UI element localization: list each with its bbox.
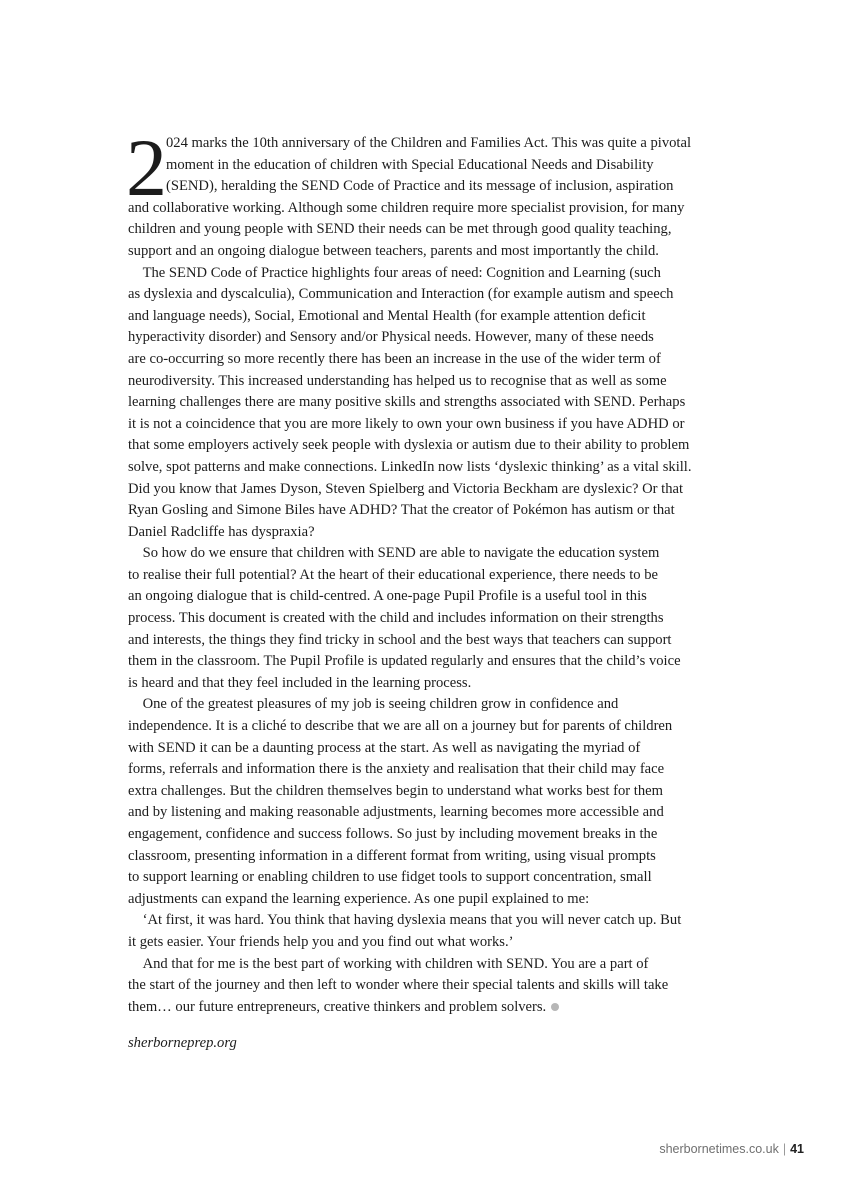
text-line: and by listening and making reasonable adjustments, learning becomes more accessible and [128, 804, 664, 821]
text-line: and interests, the things they find tricky in school and the best ways that teachers can support [128, 631, 672, 648]
text-line: classroom, presenting information in a different format from writing, using visual prompts [128, 847, 656, 864]
text-line: And that for me is the best part of working with children with SEND. You are a part of [128, 955, 649, 972]
text-line: children and young people with SEND their needs can be met through good quality teaching, [128, 221, 672, 238]
text-line: it is not a coincidence that you are more likely to own your own business if you have ADHD or [128, 415, 685, 432]
text-line: adjustments can expand the learning experience. As one pupil explained to me: [128, 890, 590, 907]
text-line: So how do we ensure that children with SEND are able to navigate the education system [128, 545, 660, 562]
text-line: independence. It is a cliché to describe that we are all on a journey but for parents of children [128, 718, 673, 735]
text-line: (SEND), heralding the SEND Code of Practice and its message of inclusion, aspiration [166, 178, 674, 195]
text-line: forms, referrals and information there is the anxiety and realisation that their child may face [128, 761, 665, 778]
text-line: learning challenges there are many positive skills and strengths associated with SEND. Perhaps [128, 394, 686, 411]
text-line: Ryan Gosling and Simone Biles have ADHD? That the creator of Pokémon has autism or that [128, 502, 675, 519]
text-line: 024 marks the 10th anniversary of the Children and Families Act. This was quite a pivotal [166, 135, 692, 151]
page-footer [659, 1142, 804, 1156]
text-line: is heard and that they feel included in the learning process. [128, 674, 472, 691]
text-line: neurodiversity. This increased understanding has helped us to recognise that as well as some [128, 372, 667, 389]
text-line: and language needs), Social, Emotional and Mental Health (for example attention deficit [128, 307, 646, 324]
page-number: 41 [790, 1142, 804, 1156]
text-line: Daniel Radcliffe has dyspraxia? [128, 523, 315, 540]
text-line: to realise their full potential? At the heart of their educational experience, there needs to be [128, 566, 659, 583]
text-line: The SEND Code of Practice highlights four areas of need: Cognition and Learning (such [128, 264, 661, 281]
website-link[interactable]: sherborneprep.org [128, 1035, 237, 1051]
text-line: them… our future entrepreneurs, creative thinkers and problem solvers. [128, 998, 547, 1015]
text-line: it gets easier. Your friends help you and you find out what works.’ [128, 933, 514, 950]
publication-url[interactable]: sherbornetimes.co.uk [659, 1142, 779, 1156]
drop-cap: 2 [126, 122, 167, 213]
text-line: an ongoing dialogue that is child-centred. A one-page Pupil Profile is a useful tool in this [128, 588, 647, 605]
text-line: as dyslexia and dyscalculia), Communication and Interaction (for example autism and speech [128, 286, 674, 303]
text-line: engagement, confidence and success follows. So just by including movement breaks in the [128, 826, 658, 842]
first-paragraph-lead [128, 133, 738, 198]
text-line: hyperactivity disorder) and Sensory and/or Physical needs. However, many of these needs [128, 329, 654, 346]
text-line: that some employers actively seek people with dyslexia or autism due to their ability to problem [128, 437, 690, 454]
end-of-article-dot-icon [551, 1003, 559, 1011]
text-line: extra challenges. But the children themselves begin to understand what works best for them [128, 782, 663, 799]
text-line: solve, spot patterns and make connections. LinkedIn now lists ‘dyslexic thinking’ as a vital skill. [128, 458, 692, 475]
text-line: support and an ongoing dialogue between teachers, parents and most importantly the child. [128, 242, 659, 259]
text-line: are co-occurring so more recently there has been an increase in the use of the wider term of [128, 350, 661, 367]
text-line: and collaborative working. Although some children require more specialist provision, for many [128, 199, 685, 216]
text-line: Did you know that James Dyson, Steven Spielberg and Victoria Beckham are dyslexic? Or that [128, 480, 684, 497]
text-line: the start of the journey and then left to wonder where their special talents and skills will take [128, 977, 669, 994]
article-body [126, 122, 738, 1018]
text-line: process. This document is created with the child and includes information on their strengths [128, 610, 664, 627]
text-line: them in the classroom. The Pupil Profile is updated regularly and ensures that the child’s voice [128, 653, 681, 670]
text-line: to support learning or enabling children to use fidget tools to support concentration, small [128, 869, 652, 886]
footer-separator: | [782, 1142, 787, 1156]
text-line: ‘At first, it was hard. You think that having dyslexia means that you will never catch up. But [128, 912, 682, 929]
text-line: with SEND it can be a daunting process at the start. As well as navigating the myriad of [128, 739, 641, 756]
final-text-line [128, 997, 738, 1019]
text-line: One of the greatest pleasures of my job is seeing children grow in confidence and [128, 696, 619, 713]
text-line: moment in the education of children with Special Educational Needs and Disability [166, 156, 654, 173]
